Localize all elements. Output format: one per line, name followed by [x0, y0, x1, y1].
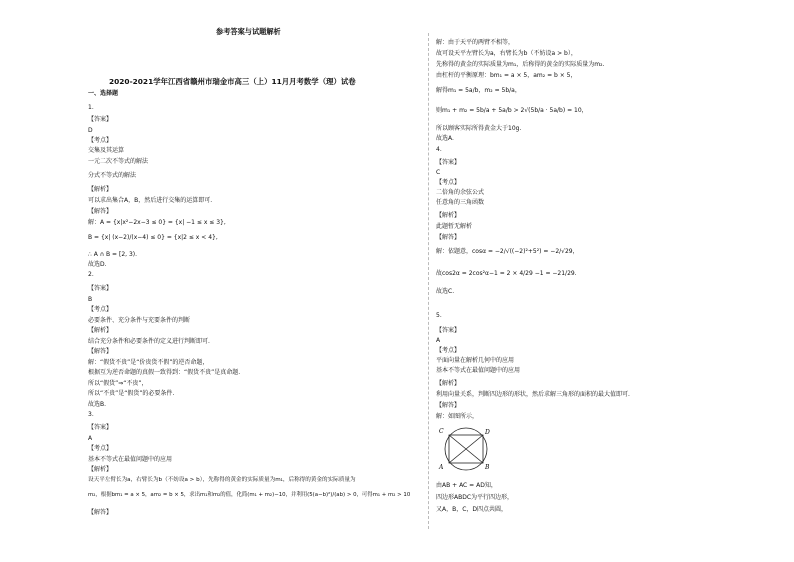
text-line: 【解答】 — [88, 208, 113, 215]
label-d: D — [485, 429, 490, 436]
text-line: m₂，根据bm₁ = a × 5，am₂ = b × 5，求出m₁和m₂的值，化简(m₁ + m₂)−10，并利用(5(a−b)²)/(ab) > 0，可得m₁ + m₂ > 10 — [88, 492, 411, 498]
text-line: 故选D. — [88, 261, 107, 268]
text-line: 【解析】 — [88, 186, 113, 193]
label-a: A — [439, 464, 444, 471]
text-line: 交集及其运算 — [88, 147, 125, 154]
text-line: A — [88, 435, 93, 442]
text-line: 分式不等式的解法 — [88, 172, 137, 179]
text-line: 结合充分条件和必要条件的定义进行判断即可. — [88, 338, 210, 345]
text-line: 所以“假货”⇒“不贵”， — [88, 380, 148, 387]
text-line: 故cos2α = 2cos²α−1 = 2 × 4/29 −1 = −21/29. — [436, 270, 577, 277]
text-line: 故选B. — [88, 401, 107, 408]
text-line: 【考点】 — [88, 137, 113, 144]
text-line: 【解答】 — [436, 234, 461, 241]
text-line: 可以求出集合A，B，然后进行交集的运算即可. — [88, 197, 213, 204]
text-line: 1. — [88, 104, 94, 111]
text-line: 解得m₁ = 5a/b，m₂ = 5b/a， — [436, 87, 521, 94]
text-line: 由AB + AC = AD知， — [436, 482, 497, 489]
text-line: 【解答】 — [88, 348, 113, 355]
label-b: B — [485, 464, 490, 471]
text-line: B = {x| (x−2)/(x−4) ≤ 0} = {x|2 ≤ x < 4}, — [88, 234, 218, 241]
text-line: 利用向量关系，判断四边形的形状，然后求解三角形的面积的最大值即可. — [436, 391, 630, 398]
text-line: 所以“不贵”是“假货”的必要条件. — [88, 390, 175, 397]
section-heading: 一、选择题 — [88, 90, 119, 97]
text-line: 5. — [436, 312, 442, 319]
text-line: 【解析】 — [88, 327, 113, 334]
circle-quadrilateral-figure — [437, 424, 495, 474]
label-c: C — [439, 428, 444, 435]
text-line: 【答案】 — [88, 116, 113, 123]
text-line: 任意角的三角函数 — [436, 199, 485, 206]
text-line: 必要条件、充分条件与充要条件的判断 — [88, 317, 191, 324]
text-line: 故可设天平左臂长为a，右臂长为b（不妨设a > b）， — [436, 50, 577, 57]
text-line: D — [88, 127, 93, 134]
text-line: 【答案】 — [436, 327, 461, 334]
text-line: B — [88, 296, 93, 303]
text-line: 解：A = {x|x²−2x−3 ≤ 0} = {x| −1 ≤ x ≤ 3}, — [88, 219, 226, 226]
text-line: 所以顾客实际所得黄金大于10g. — [436, 125, 522, 132]
text-line: 故选C. — [436, 288, 455, 295]
text-line: 【考点】 — [88, 445, 113, 452]
text-line: 根据互为逆否命题的真假一致得到：“假货不贵”是真命题. — [88, 369, 241, 376]
column-divider — [428, 33, 429, 529]
text-line: 二倍角的余弦公式 — [436, 189, 485, 196]
text-line: 基本不等式在最值问题中的应用 — [436, 367, 521, 374]
text-line: 解：如图所示， — [436, 413, 479, 420]
text-line: 4. — [436, 146, 442, 153]
exam-title: 2020-2021学年江西省赣州市瑞金市高三（上）11月月考数学（理）试卷 — [109, 77, 356, 86]
text-line: 【答案】 — [88, 424, 113, 431]
text-line: 【答案】 — [436, 159, 461, 166]
text-line: ∴ A ∩ B = [2, 3). — [88, 251, 138, 258]
text-line: 则m₁ + m₂ = 5b/a + 5a/b > 2√(5b/a · 5a/b) = 10， — [436, 107, 588, 114]
text-line: 【考点】 — [436, 179, 461, 186]
text-line: 【考点】 — [436, 347, 461, 354]
text-line: 设天平左臂长为a，右臂长为b（不妨设a > b），先称得的黄金的实际质量为m₁，后称得的黄金的实际质量为 — [88, 477, 356, 483]
text-line: 【解析】 — [88, 466, 113, 473]
text-line: 故选A. — [436, 135, 454, 142]
text-line: 【解析】 — [436, 212, 461, 219]
text-line: 基本不等式在最值问题中的应用 — [88, 456, 173, 463]
text-line: 四边形ABDC为平行四边形， — [436, 494, 514, 501]
text-line: 【解析】 — [436, 380, 461, 387]
text-line: 一元二次不等式的解法 — [88, 158, 149, 165]
text-line: 【解答】 — [88, 509, 113, 516]
text-line: 2. — [88, 271, 94, 278]
text-line: 平面向量在解析几何中的应用 — [436, 357, 515, 364]
text-line: 【答案】 — [88, 285, 113, 292]
text-line: 【解答】 — [436, 402, 461, 409]
text-line: 3. — [88, 411, 94, 418]
text-line: 又A，B，C，D四点共圆， — [436, 506, 508, 513]
text-line: C — [436, 169, 441, 176]
text-line: 此题暂无解析 — [436, 223, 473, 230]
text-line: 先称得的黄金的实际质量为m₁，后称得的黄金的实际质量为m₂. — [436, 61, 605, 68]
text-line: 解：由于天平的两臂不相等， — [436, 39, 515, 46]
text-line: 由杠杆的平衡原理：bm₁ = a × 5，am₂ = b × 5， — [436, 72, 577, 79]
page-title: 参考答案与试题解析 — [216, 27, 281, 36]
text-line: A — [436, 337, 441, 344]
text-line: 解：“假货不贵”是“价贵货不假”的逆否命题， — [88, 359, 209, 366]
text-line: 解：依题意，cosα = −2/√((−2)²+5²) = −2/√29， — [436, 248, 579, 255]
text-line: 【考点】 — [88, 306, 113, 313]
